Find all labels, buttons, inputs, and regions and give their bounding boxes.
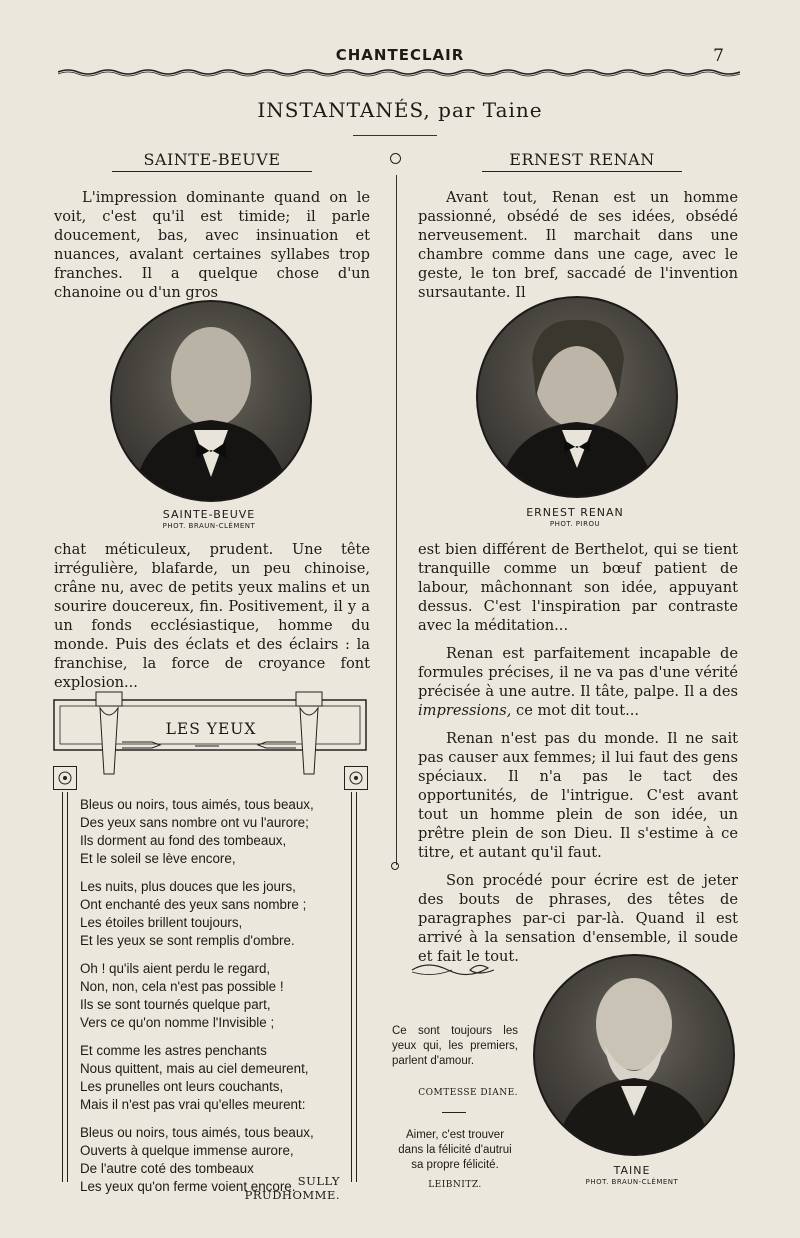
poem-rule-left-outer [62, 792, 63, 1182]
column-ring-top [390, 153, 401, 164]
running-header: CHANTECLAIR [335, 46, 465, 64]
taine-credit: PHOT. BRAUN-CLÉMENT [585, 1178, 679, 1186]
poem-rule-right-outer [356, 792, 357, 1182]
sainte-beuve-caption: SAINTE-BEUVE [162, 508, 256, 521]
quote-author-leibnitz: LEIBNITZ. [428, 1180, 482, 1190]
poem-rule-right-inner [351, 792, 352, 1182]
renan-para-3: Renan est parfaitement incapable de formules précises, il ne va pas d'une vérité précisée à une autre. Il tâte, palpe. Il a des impressions, ce mot dit tout... [418, 645, 738, 719]
renan-portrait [476, 296, 678, 498]
flower-ornament-icon-right [344, 766, 368, 790]
renan-text-2: est bien différent de Berthelot, qui se tient tranquille comme un bœuf patient de labour, mâchonnant son idée, appuyant dessus. C'est l'inspiration par contraste avec la méditation... Renan est parfaitement incapable de formules précises, il ne va pas d'une vérité précisée à une autre. Il tâte, palpe. Il a des impressions, ce mot dit tout... Renan n'est pas du monde. Il ne sait pas causer aux femmes; il lui faut des gens spéciaux. Il n'a pas le tact des opportunités, de l'intrigue. C'est avant tout un homme plein de son idée, un prêtre plein de son Dieu. Il s'estime à ce titre, et autant qu'il faut. Son procédé pour écrire est de jeter des bouts de phrases, des têtes de paragraphes par-ci par-là. Quand il est arrivé à la sensation d'ensemble, il soude et fait le tout. [418, 541, 738, 965]
poem-stanza-1: Bleus ou noirs, tous aimés, tous beaux, Des yeux sans nombre ont vu l'aurore; Ils dorment au fond des tombeaux, Et le soleil se lève encore, [80, 797, 314, 866]
quote-author-diane: COMTESSE DIANE. [418, 1088, 518, 1098]
sainte-beuve-portrait [110, 300, 312, 502]
quote-separator [442, 1112, 466, 1113]
sainte-beuve-text-2: chat méticuleux, prudent. Une tête irrégulière, blafarde, un peu chinoise, crâne nu, avec de petits yeux malins et un sourire doucereux, fin. Positivement, il y a un fonds ecclésiastique, homme du monde. Puis des éclats et des éclairs : la franchise, la force de croyance font explosion... [54, 541, 370, 691]
sainte-beuve-text-1: L'impression dominante quand on le voit, c'est qu'il est timide; il parle doucement, bas, avec insinuation et nuances, avalant certaines syllabes trop franches. Il a quelque chose d'un chanoine ou d'un gros [54, 189, 370, 301]
poem-body [80, 796, 348, 1206]
poem-rule-left-inner [67, 792, 68, 1182]
renan-caption: ERNEST RENAN [526, 506, 624, 519]
column-ring-bottom [391, 862, 399, 870]
flourish-ornament-icon [408, 958, 498, 982]
portrait-silhouette-icon [535, 956, 733, 1154]
heading-sainte-beuve: SAINTE-BEUVE [112, 150, 312, 172]
title-rule [353, 135, 437, 136]
heading-ernest-renan: ERNEST RENAN [482, 150, 682, 172]
quote-leibnitz: Aimer, c'est trouver dans la félicité d'autrui sa propre félicité. [398, 1129, 512, 1171]
poem-title: LES YEUX [165, 720, 257, 738]
header-wavy-rule [58, 64, 740, 78]
portrait-silhouette-icon [112, 302, 310, 500]
renan-credit: PHOT. PIROU [549, 520, 601, 528]
renan-text-1: Avant tout, Renan est un homme passionné, obsédé de ses idées, obsédé nerveusement. Il marchait dans une chambre comme dans une cage, avec le geste, le ton bref, saccadé de l'invention sursautante. Il [418, 189, 738, 301]
poem-stanza-4: Et comme les astres penchants Nous quittent, mais au ciel demeurent, Les prunelles ont leurs couchants, Mais il n'est pas vrai qu'elles meurent: [80, 1043, 309, 1112]
page-number: 7 [713, 46, 724, 66]
quote-comtesse-diane: Ce sont toujours les yeux qui, les premiers, parlent d'amour. [392, 1025, 518, 1067]
taine-caption: TAINE [613, 1164, 651, 1177]
poem-ornament-frame [52, 690, 370, 798]
column-divider [396, 175, 397, 865]
sainte-beuve-credit: PHOT. BRAUN-CLÉMENT [162, 522, 256, 530]
poem-stanza-5: Bleus ou noirs, tous aimés, tous beaux, Ouverts à quelque immense aurore, De l'autre coté des tombeaux Les yeux qu'on ferme voient encore. [80, 1125, 314, 1194]
poem-stanza-3: Oh ! qu'ils aient perdu le regard, Non, non, cela n'est pas possible ! Ils se sont tournés quelque part, Vers ce qu'on nomme l'Invisible ; [80, 961, 284, 1030]
page-title: INSTANTANÉS, par Taine [257, 98, 543, 122]
portrait-silhouette-icon [478, 298, 676, 496]
flower-ornament-icon [53, 766, 77, 790]
poem-stanza-2: Les nuits, plus douces que les jours, Ont enchanté des yeux sans nombre ; Les étoiles brillent toujours, Et les yeux se sont remplis d'ombre. [80, 879, 307, 948]
taine-portrait [533, 954, 735, 1156]
poem-author: SULLY PRUDHOMME. [244, 1174, 340, 1202]
